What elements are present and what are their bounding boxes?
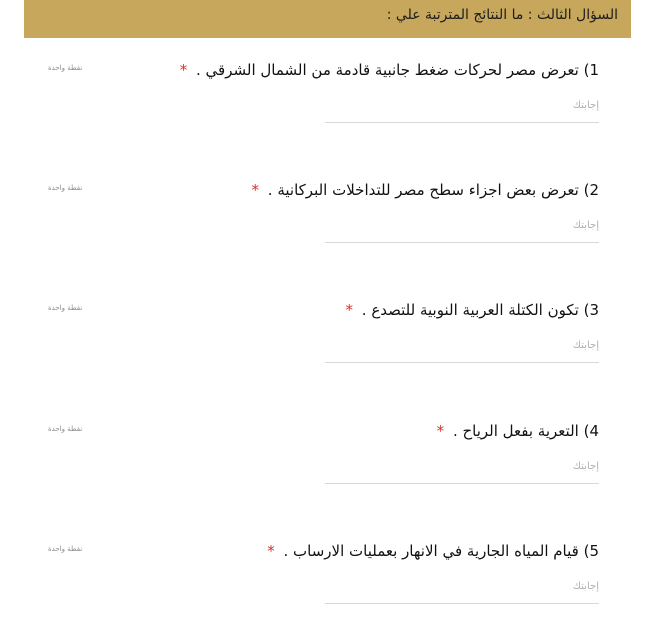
- required-asterisk: *: [179, 61, 188, 79]
- answer-input[interactable]: [325, 581, 599, 592]
- answer-input[interactable]: [325, 100, 599, 111]
- question-5: [24, 541, 631, 619]
- required-asterisk: *: [345, 301, 353, 319]
- answer-field[interactable]: [325, 575, 599, 604]
- required-asterisk: *: [267, 542, 275, 560]
- question-title: [267, 541, 599, 561]
- answer-input[interactable]: [325, 461, 599, 472]
- question-number: 1): [583, 61, 599, 79]
- question-number: 4): [583, 422, 599, 440]
- question-4: [24, 421, 631, 511]
- question-number: 2): [583, 181, 599, 199]
- answer-input[interactable]: [325, 340, 599, 351]
- question-title: [252, 180, 599, 200]
- points-label: نقطة واحدة: [48, 304, 83, 312]
- question-2: [24, 180, 631, 270]
- points-label: نقطة واحدة: [48, 184, 83, 192]
- question-number: 5): [583, 542, 599, 560]
- required-asterisk: *: [251, 181, 260, 199]
- points-label: نقطة واحدة: [48, 425, 83, 433]
- answer-field[interactable]: [325, 94, 599, 123]
- answer-field[interactable]: [325, 334, 599, 363]
- question-3: [24, 300, 631, 390]
- points-label: نقطة واحدة: [48, 545, 83, 553]
- question-number: 3): [583, 301, 599, 319]
- answer-field[interactable]: [325, 455, 599, 484]
- question-text: قيام المياه الجارية في الانهار بعمليات الارساب .: [283, 542, 579, 560]
- question-title: [437, 421, 599, 441]
- question-text: تعرض بعض اجزاء سطح مصر للتداخلات البركانية .: [267, 181, 579, 199]
- answer-field[interactable]: [325, 214, 599, 243]
- question-text: التعرية بفعل الرياح .: [452, 422, 579, 440]
- question-title: [180, 60, 599, 80]
- question-text: تعرض مصر لحركات ضغط جانبية قادمة من الشمال الشرقي .: [196, 61, 579, 79]
- question-text: تكون الكتلة العربية النوبية للتصدع .: [361, 301, 579, 319]
- question-1: [24, 60, 631, 150]
- required-asterisk: *: [436, 422, 445, 440]
- points-label: نقطة واحدة: [48, 64, 83, 72]
- section-title: السؤال الثالث : ما النتائج المترتبة علي :: [386, 7, 618, 23]
- section-header: [24, 0, 631, 38]
- answer-input[interactable]: [325, 220, 599, 231]
- question-title: [346, 300, 600, 320]
